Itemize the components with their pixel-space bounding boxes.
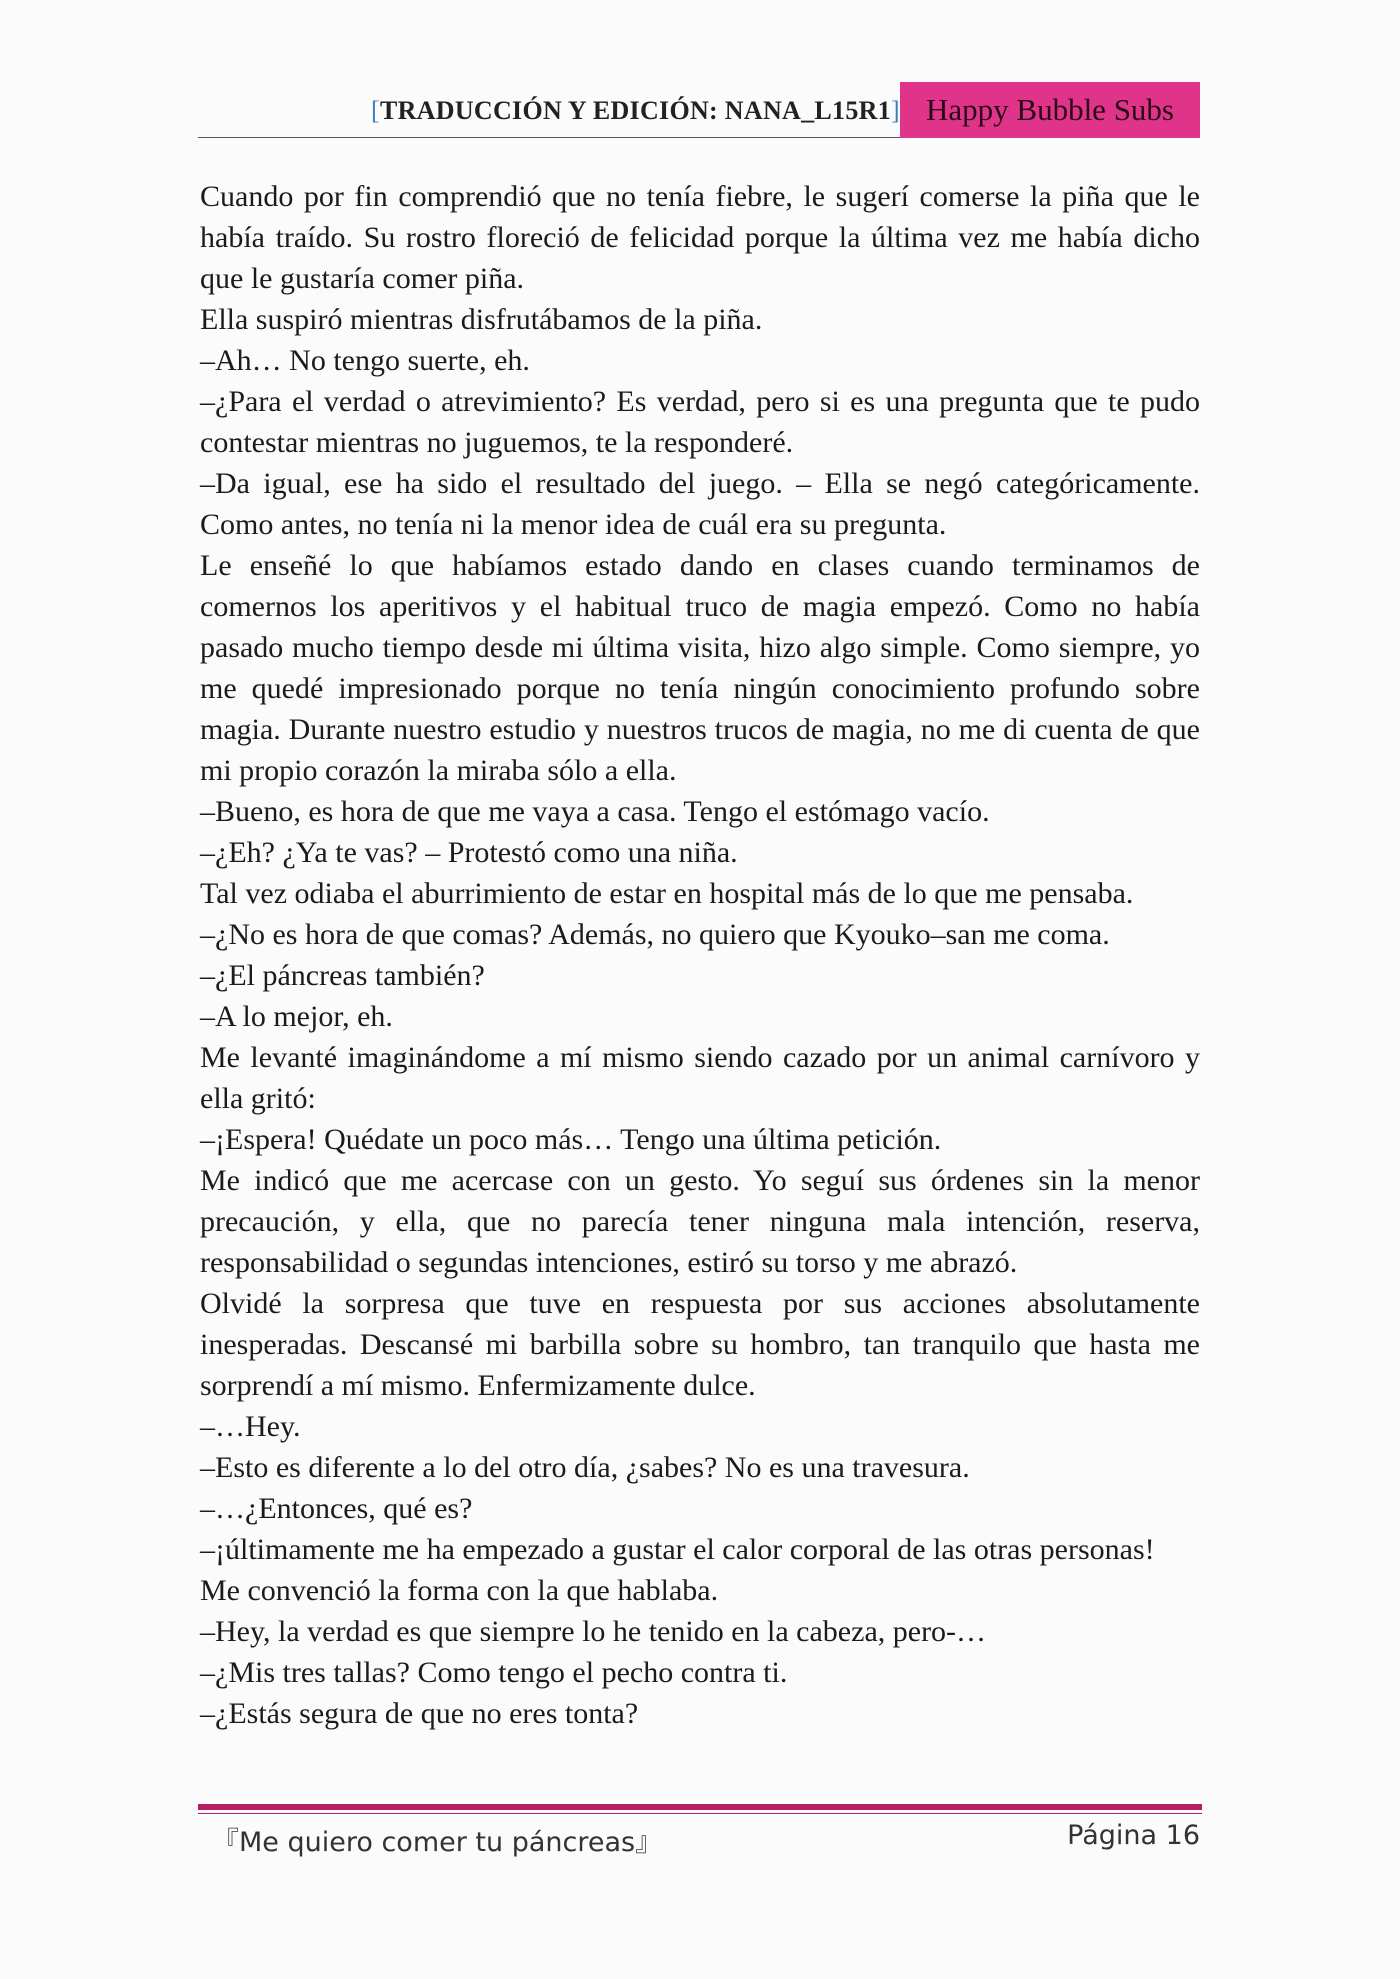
paragraph: Tal vez odiaba el aburrimiento de estar en hospital más de lo que me pensaba. — [200, 877, 1134, 910]
paragraph: –¡últimamente me ha empezado a gustar el calor corporal de las otras personas! — [200, 1533, 1155, 1566]
paragraph: Ella suspiró mientras disfrutábamos de la piña. — [200, 303, 763, 336]
paragraph: –Esto es diferente a lo del otro día, ¿sabes? No es una travesura. — [200, 1451, 970, 1484]
paragraph: –Ah… No tengo suerte, eh. — [200, 344, 530, 377]
paragraph: –¿Eh? ¿Ya te vas? – Protestó como una niña. — [200, 836, 738, 869]
paragraph: –¿Estás segura de que no eres tonta? — [200, 1697, 639, 1730]
paragraph: –Hey, la verdad es que siempre lo he tenido en la cabeza, pero-… — [200, 1615, 987, 1648]
page-body — [200, 176, 1200, 1734]
paragraph: Me indicó que me acercase con un gesto. Yo seguí sus órdenes sin la menor precaución, y ella, que no parecía tener ninguna mala intención, reserva, responsabilidad o segundas intenciones, estiró su torso y me abrazó. — [200, 1164, 1200, 1279]
paragraph: Cuando por fin comprendió que no tenía fiebre, le sugerí comerse la piña que le había traído. Su rostro floreció de felicidad porque la última vez me había dicho que le gustaría comer piña. — [200, 180, 1200, 295]
paragraph: –¡Espera! Quédate un poco más… Tengo una última petición. — [200, 1123, 942, 1156]
paragraph: –Da igual, ese ha sido el resultado del juego. – Ella se negó categóricamente. Como antes, no tenía ni la menor idea de cuál era su pregunta. — [200, 467, 1200, 541]
paragraph: –¿Mis tres tallas? Como tengo el pecho contra ti. — [200, 1656, 788, 1689]
paragraph: Me levanté imaginándome a mí mismo siendo cazado por un animal carnívoro y ella gritó: — [200, 1041, 1200, 1115]
page-number: Página 16 — [1067, 1820, 1200, 1851]
paragraph: –¿No es hora de que comas? Además, no quiero que Kyouko–san me coma. — [200, 918, 1110, 951]
paragraph: –¿El páncreas también? — [200, 959, 485, 992]
credit-bracket-close: ] — [891, 96, 900, 125]
paragraph: –A lo mejor, eh. — [200, 1000, 393, 1033]
paragraph: Le enseñé lo que habíamos estado dando en clases cuando terminamos de comernos los aperitivos y el habitual truco de magia empezó. Como no había pasado mucho tiempo desde mi última visita, hizo algo simple. Como siempre, yo me quedé impresionado porque no tenía ningún conocimiento profundo sobre magia. Durante nuestro estudio y nuestros trucos de magia, no me di cuenta de que mi propio corazón la miraba sólo a ella. — [200, 549, 1200, 787]
credit-bracket-open: [ — [370, 96, 380, 125]
paragraph: –…Hey. — [200, 1410, 301, 1443]
paragraph: –…¿Entonces, qué es? — [200, 1492, 473, 1525]
translation-credit — [371, 96, 900, 126]
header-rule — [198, 137, 900, 138]
paragraph: –Bueno, es hora de que me vaya a casa. Tengo el estómago vacío. — [200, 795, 990, 828]
paragraph: Olvidé la sorpresa que tuve en respuesta por sus acciones absolutamente inesperadas. Descansé mi barbilla sobre su hombro, tan tranquilo que hasta me sorprendí a mí mismo. Enfermizamente dulce. — [200, 1287, 1200, 1402]
paragraph: –¿Para el verdad o atrevimiento? Es verdad, pero si es una pregunta que te pudo contestar mientras no juguemos, te la responderé. — [200, 385, 1200, 459]
credit-text: TRADUCCIÓN Y EDICIÓN: NANA_L15R1 — [379, 96, 892, 125]
group-tag: Happy Bubble Subs — [900, 82, 1200, 138]
paragraph: Me convenció la forma con la que hablaba. — [200, 1574, 719, 1607]
footer-rule-thin — [198, 1813, 1202, 1814]
footer-book-title: 『Me quiero comer tu páncreas』 — [212, 1827, 663, 1858]
page-header — [198, 82, 1200, 138]
footer-rule — [198, 1804, 1202, 1810]
